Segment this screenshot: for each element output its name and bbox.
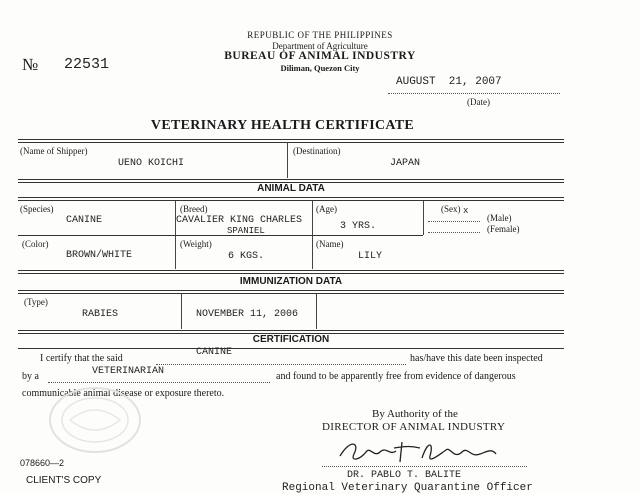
- breed-value-line2: SPANIEL: [227, 226, 265, 236]
- shipper-label: (Name of Shipper): [20, 146, 88, 156]
- signature: [330, 434, 510, 470]
- cert-text-part1: I certify that the said: [40, 353, 123, 364]
- cert-text-part2: has/have this date been inspected: [410, 353, 543, 364]
- certificate-title: VETERINARY HEALTH CERTIFICATE: [150, 118, 415, 133]
- cert-text-part4: communicable animal disease or exposure thereto.: [22, 388, 225, 399]
- cert-vet-fill: VETERINARIAN: [92, 366, 165, 377]
- type-label: (Type): [24, 297, 48, 307]
- sex-female-label: (Female): [487, 224, 520, 234]
- breed-label: (Breed): [180, 204, 208, 214]
- certification-heading: CERTIFICATION: [252, 334, 330, 345]
- cert-number: 22531: [64, 56, 110, 73]
- shipper-value: UENO KOICHI: [118, 158, 185, 169]
- authority-line2: DIRECTOR OF ANIMAL INDUSTRY: [322, 421, 506, 433]
- republic-heading: REPUBLIC OF THE PHILIPPINES: [247, 30, 393, 40]
- cert-species-fill: CANINE: [196, 347, 233, 358]
- date-value: AUGUST 21, 2007: [396, 76, 502, 88]
- embossed-seal: [40, 380, 150, 460]
- authority-line1: By Authority of the: [372, 408, 458, 420]
- age-label: (Age): [316, 204, 337, 214]
- color-value: BROWN/WHITE: [66, 250, 133, 261]
- immunization-date: NOVEMBER 11, 2006: [196, 309, 299, 320]
- weight-label: (Weight): [180, 239, 212, 249]
- age-value: 3 YRS.: [340, 221, 377, 232]
- officer-name: DR. PABLO T. BALITE: [347, 470, 462, 481]
- copy-label: CLIENT'S COPY: [26, 475, 102, 486]
- cert-number-symbol: №: [22, 55, 39, 74]
- destination-label: (Destination): [293, 146, 341, 156]
- weight-value: 6 KGS.: [228, 251, 265, 262]
- destination-value: JAPAN: [390, 158, 421, 169]
- name-label: (Name): [316, 239, 344, 249]
- department-heading: Department of Agriculture: [272, 41, 368, 51]
- color-label: (Color): [22, 239, 49, 249]
- form-code: 078660—2: [20, 458, 65, 468]
- immunization-heading: IMMUNIZATION DATA: [239, 276, 343, 287]
- officer-title: Regional Veterinary Quarantine Officer: [282, 482, 533, 494]
- cert-text-by-a: by a: [22, 371, 39, 382]
- bureau-heading: BUREAU OF ANIMAL INDUSTRY: [224, 50, 416, 62]
- animal-data-heading: ANIMAL DATA: [257, 183, 325, 194]
- species-label: (Species): [20, 204, 54, 214]
- species-value: CANINE: [66, 215, 103, 226]
- sex-label: (Sex): [441, 204, 461, 214]
- cert-text-part3: and found to be apparently free from evidence of dangerous: [276, 371, 516, 382]
- address-heading: Diliman, Quezon City: [280, 63, 360, 73]
- sex-mark: x: [463, 206, 469, 216]
- type-value: RABIES: [82, 309, 119, 320]
- sex-male-label: (Male): [487, 213, 512, 223]
- breed-value-line1: CAVALIER KING CHARLES: [176, 215, 303, 226]
- date-label: (Date): [467, 97, 490, 107]
- name-value: LILY: [358, 251, 383, 262]
